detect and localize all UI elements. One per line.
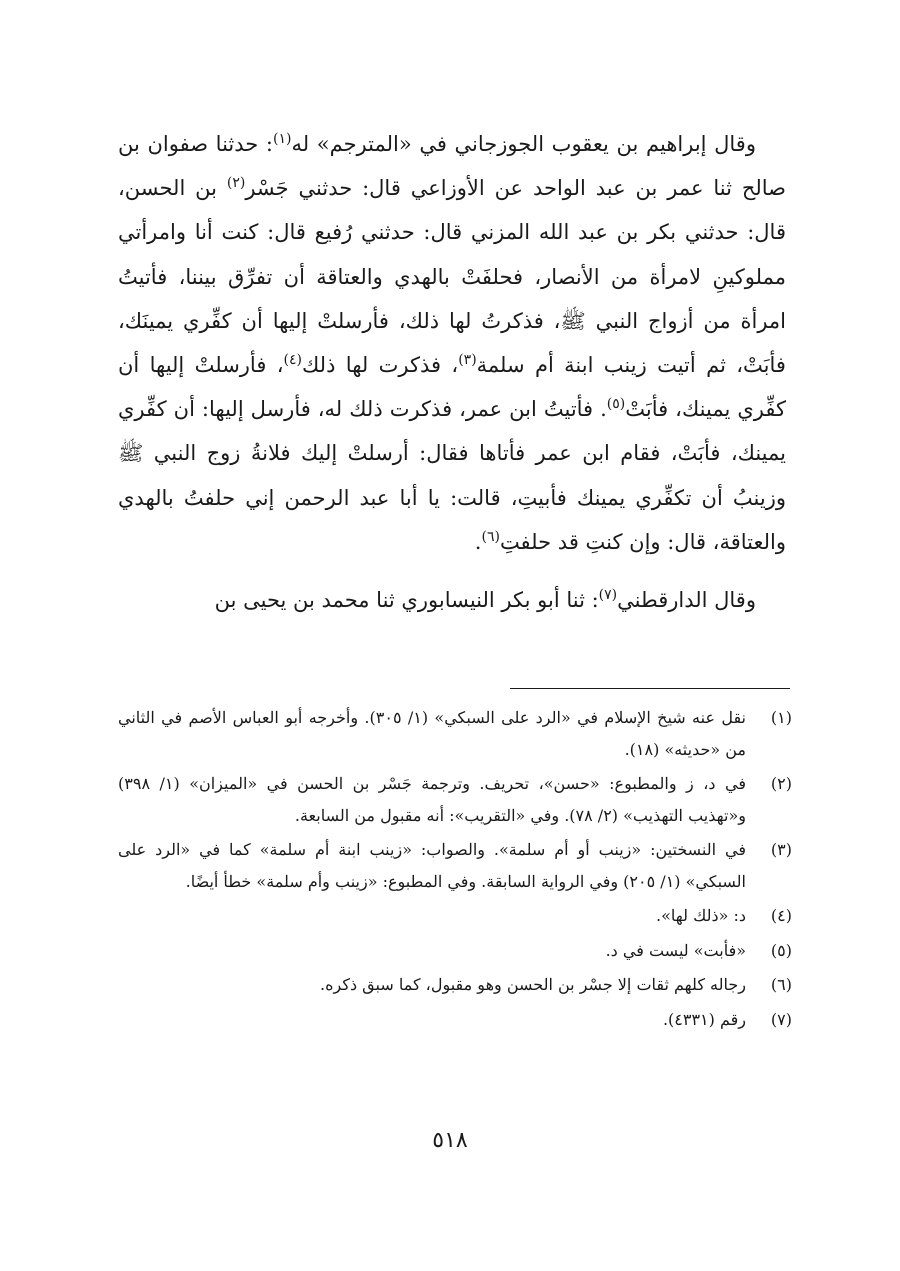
footnotes [118,702,792,1038]
footnote-number: (٣) [770,840,792,859]
footnote-text: رقم (٤٣٣١). [662,1009,746,1029]
text-segment: ، فأرسلتْ إليها أن كفِّري يمينك، فأبَتْ [118,353,786,422]
footnote [118,935,792,967]
footnote-number: (٦) [770,975,792,994]
footnote-number: (٤) [770,906,792,925]
text-segment: ، فذكرت لها ذلك [301,353,459,378]
text-segment: : حدثنا صفوان بن صالح ثنا عمر بن عبد الواحد عن الأوزاعي قال: حدثني جَسْر [118,132,787,201]
footnote-number: (٢) [770,774,792,793]
footnote [118,702,792,765]
footnote-text: في النسختين: «زينب أو أم سلمة». والصواب: «زينب ابنة أم سلمة» كما في «الرد على السبكي» (١/ ٢٠٥) وفي الرواية السابقة. وفي المطبوع: «زينب وأم سلمة» خطأ أيضًا. [118,840,747,891]
footnote-text: نقل عنه شيخ الإسلام في «الرد على السبكي» (١/ ٣٠٥). وأخرجه أبو العباس الأصم في الثاني من «حديثه» (١٨). [118,708,746,759]
footnote-divider [510,688,790,689]
paragraph-1 [118,122,786,564]
footnote [118,768,792,831]
text-segment: . [474,529,482,554]
footnote-text: «فأبت» ليست في د. [605,940,746,960]
text-segment: . فأتيتُ ابن عمر، فذكرت ذلك له، فأرسل إليها: أن كفِّري يمينك، فأبَتْ، فقام ابن عمر فأتاها فقال: أرسلتْ إليك فلانةُ زوج النبي ﷺ وزينبُ أن تكفِّري يمينك فأبيتِ، قالت: يا أبا عبد الرحمن إني حلفتُ بالهدي والعتاقة، قال: وإن كنتِ قد حلفتِ [118,397,786,554]
footnote-text: في د، ز والمطبوع: «حسن»، تحريف. وترجمة جَسْر بن الحسن في «الميزان» (١/ ٣٩٨) و«تهذيب التهذيب» (٢/ ٧٨). وفي «التقريب»: أنه مقبول من السابعة. [118,774,746,825]
footnote-ref-7: (٧) [598,587,618,604]
text-segment: بن الحسن، قال: حدثني بكر بن عبد الله المزني قال: حدثني رُفيع قال: كنت أنا وامرأتي مملوكينِ لامرأة من الأنصار، فحلفَتْ بالهدي والعتاقة أن تفرِّق بيننا، فأتيتُ امرأة من أزواج النبي ﷺ، فذكرتُ لها ذلك، فأرسلتْ إليها أن كفِّري يمينَك، فأبَتْ، ثم أتيت زينب ابنة أم سلمة [118,176,786,378]
page-number: ٥١٨ [432,1128,468,1153]
footnote [118,834,792,897]
footnote-ref-2: (٢) [226,175,246,192]
footnote-ref-5: (٥) [606,396,626,413]
paragraph-2 [118,578,786,622]
footnote [118,969,792,1001]
footnote-number: (٧) [770,1009,792,1029]
footnote-text: رجاله كلهم ثقات إلا جسْر بن الحسن وهو مقبول، كما سبق ذكره. [320,975,746,994]
footnote-ref-4: (٤) [283,352,302,369]
text-segment: وقال إبراهيم بن يعقوب الجوزجاني في «المترجم» له [291,132,756,156]
footnote-number: (٥) [770,940,792,960]
footnote-ref-1: (١) [272,131,292,147]
footnote [118,900,792,932]
text-segment: وقال الدارقطني [617,588,756,613]
main-text [118,122,786,622]
footnote-ref-6: (٦) [481,528,500,545]
footnote-number: (١) [770,708,792,727]
text-segment: : ثنا أبو بكر النيسابوري ثنا محمد بن يحيى بن [214,588,599,613]
footnote-ref-3: (٣) [458,352,477,369]
footnote [118,1004,792,1036]
footnote-text: د: «ذلك لها». [656,906,746,925]
